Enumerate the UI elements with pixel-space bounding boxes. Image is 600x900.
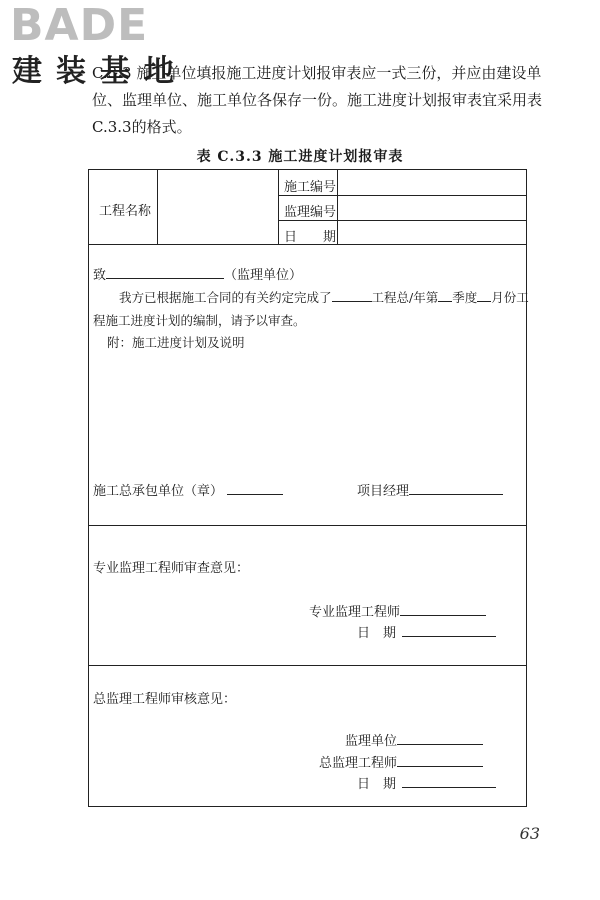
chief-date-blank <box>402 775 496 788</box>
approval-form <box>88 169 527 807</box>
header-vline-1 <box>157 170 158 244</box>
construction-no-label: 施工编号 <box>284 180 337 195</box>
header-vline-2 <box>278 170 279 244</box>
body-text-b: 工程总/年第 <box>371 290 439 305</box>
page-number: 63 <box>519 824 540 843</box>
specialist-date-label: 日 期 <box>357 626 397 641</box>
logo-text: BADE <box>10 0 149 51</box>
header-hline-1 <box>278 195 526 196</box>
month-blank <box>477 289 491 302</box>
to-line <box>93 264 302 283</box>
contractor-blank <box>227 482 283 495</box>
logo-subtitle: 建装基地 <box>12 54 188 89</box>
pm-label: 项目经理 <box>357 484 410 499</box>
body-text-d: 月份工 <box>491 290 529 305</box>
contractor-line <box>93 480 283 499</box>
specialist-sign-label: 专业监理工程师 <box>309 605 401 620</box>
body-line-2: 程施工进度计划的编制，请予以审查。 <box>93 313 306 328</box>
chief-sign-label: 总监理工程师 <box>319 756 398 771</box>
body-line-1 <box>119 288 529 306</box>
table-title: 表 C.3.3 施工进度计划报审表 <box>196 149 404 165</box>
chief-date-label: 日 期 <box>357 777 397 792</box>
section-1-bottom-line <box>89 525 526 526</box>
chief-date-line <box>357 773 496 792</box>
body-text-c: 季度 <box>452 290 478 305</box>
intro-paragraph: C.3.3 施工单位填报施工进度计划报审表应一式三份，并应由建设单位、监理单位、施工单位各保存一份。施工进度计划报审表宜采用表C.3.3的格式。 <box>92 64 543 136</box>
pm-line <box>357 480 503 499</box>
attachment-label: 附：施工进度计划及说明 <box>107 335 245 350</box>
date-label: 日 期 <box>284 230 337 245</box>
project-name-label: 工程名称 <box>99 204 152 219</box>
header-hline-2 <box>278 220 526 221</box>
supervision-unit-blank <box>397 732 483 745</box>
contractor-label: 施工总承包单位（章） <box>93 484 224 499</box>
specialist-date-line <box>357 622 496 641</box>
chief-sign-blank <box>397 754 483 767</box>
supervision-no-label: 监理编号 <box>284 205 337 220</box>
to-suffix: （监理单位） <box>224 268 303 283</box>
supervision-unit-label: 监理单位 <box>345 734 398 749</box>
to-prefix: 致 <box>93 268 107 283</box>
year-blank <box>438 289 452 302</box>
chief-sign-line <box>319 752 483 771</box>
pm-blank <box>409 482 503 495</box>
specialist-sign-line <box>309 601 486 620</box>
header-vline-3 <box>337 170 338 244</box>
specialist-date-blank <box>402 624 496 637</box>
supervision-unit-line <box>345 730 483 749</box>
to-blank <box>106 266 224 279</box>
body-text-a: 我方已根据施工合同的有关约定完成了 <box>119 290 332 305</box>
bade-logo <box>10 0 148 52</box>
specialist-sign-blank <box>400 603 486 616</box>
work-blank <box>332 289 372 302</box>
specialist-opinion-label: 专业监理工程师审查意见： <box>93 561 250 576</box>
chief-opinion-label: 总监理工程师审核意见： <box>93 692 237 707</box>
section-2-bottom-line <box>89 665 526 666</box>
